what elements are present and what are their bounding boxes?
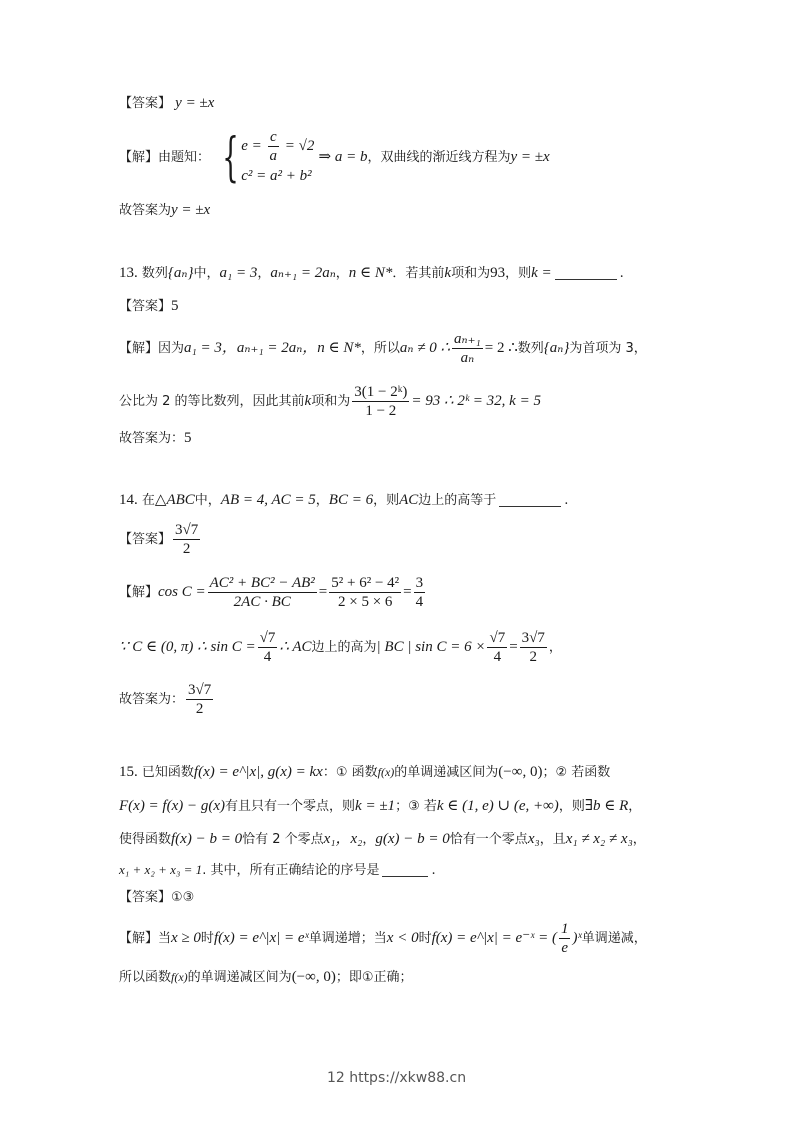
answer-value: 5 [171,298,179,314]
left-brace-icon: { [222,127,239,188]
q15-stem-line-1: 15. 已知函数f(x) = e^|x|, g(x) = kx：① 函数f(x)的单调递减区间为(−∞, 0)；② 若函数 [119,764,611,780]
final-label: 故答案为 [119,203,172,218]
question-number: 13. [119,265,138,281]
q14-stem: 14. 在△ABC中，AB = 4, AC = 5，BC = 6，则AC边上的高等于 . [119,492,569,508]
solution-text: 由题知： [158,150,211,165]
q15-stem-line-3: 使得函数f(x) − b = 0恰有 2 个零点x₁，x₂，g(x) − b = 0恰有一个零点x₃，且x₁ ≠ x₂ ≠ x₃， [119,831,646,847]
solution-label: 【解】 [119,150,159,165]
implies-expr: ⇒ a = b [318,149,368,165]
question-number: 14. [119,492,138,508]
q12-final [119,200,210,221]
q14-solution-line-2: ∵ C ∈ (0, π) ∴ sin C = $\frac{√7}{4}$ ∴ AC边上的高为| BC | sin C = 6 × $\frac{√7}{4}$ = $\frac{3√7}{2}$ ， [119,630,562,665]
final-value: y = ±x [171,202,211,218]
page-footer: 12 https://xkw88.cn [326,1070,467,1086]
q15-stem-line-4: x₁ + x₂ + x₃ = 1. 其中，所有正确结论的序号是 . [119,862,436,878]
answer-blank [555,279,617,280]
math-expr: y = ±x [510,149,550,165]
q13-stem: 13. 数列{aₙ}中，a₁ = 3，aₙ₊₁ = 2aₙ，n ∈ N*．若其前k项和为93，则k = . [119,265,624,281]
answer-value: $\frac{3√7}{2}$ [175,522,199,557]
final-label: 故答案为： [119,692,185,707]
answer-blank [499,506,561,507]
final-value: 5 [184,430,192,446]
q13-solution-line-1: 【解】因为a₁ = 3，aₙ₊₁ = 2aₙ，n ∈ N*，所以aₙ ≠ 0 ∴ $\frac{\text{aₙ₊₁}}{\text{aₙ}}$ = 2 ∴数列{aₙ}为首项为 3， [119,331,647,366]
question-number: 15. [119,764,138,780]
solution-label: 【解】 [119,931,159,946]
system-row-2: c² = a² + b² [241,168,312,184]
answer-label: 【答案】 [119,299,172,314]
answer-blank [382,876,428,877]
q13-answer [119,296,179,317]
solution-text: ，双曲线的渐近线方程为 [367,150,511,165]
q13-solution-line-2: 公比为 2 的等比数列，因此其前k项和为 $\frac{\text{3(1 − 2ᵏ)}}{1 - 2}$ = 93 ∴ 2ᵏ = 32, k = 5 [119,384,541,419]
solution-label: 【解】 [119,585,159,600]
solution-label: 【解】 [119,341,159,356]
answer-label: 【答案】 [119,532,172,547]
final-value: $\frac{3√7}{2}$ [188,682,212,717]
final-label: 故答案为： [119,431,185,446]
system-row-1: e = $\frac{c}{a}$ = √2 [241,129,315,164]
answer-value: y = ±x [175,95,215,111]
q14-solution-line-1: 【解】cos C = $\frac{\text{AC² + BC² − AB²}}{2AC \cdot BC}$ = $\frac{\text{5² + 6² − 4²}}{2 \times 5 \times 6}$ = $\frac{3}{4}$ [119,575,424,610]
equation-system [214,128,314,187]
q15-stem-line-2: F(x) = f(x) − g(x)有且只有一个零点，则k = ±1；③ 若k ∈ (1, e) ∪ (e, +∞)，则∃b ∈ R， [119,798,642,814]
q13-final [119,428,192,449]
q14-final [119,680,215,720]
q15-solution-line-2: 所以函数f(x)的单调递减区间为(−∞, 0)；即①正确； [119,969,413,985]
q15-answer [119,888,194,908]
q12-answer [119,93,214,114]
answer-value: ①③ [171,890,195,905]
answer-label: 【答案】 [119,890,172,905]
answer-label: 【答案】 [119,96,172,111]
q15-solution-line-1: 【解】当x ≥ 0时f(x) = e^|x| = eˣ单调递增；当x < 0时f(x) = e^|x| = e⁻ˣ = ( $\frac{1}{e}$ )ˣ单调递减， [119,921,647,956]
q12-solution [119,128,550,187]
q14-answer [119,520,202,560]
